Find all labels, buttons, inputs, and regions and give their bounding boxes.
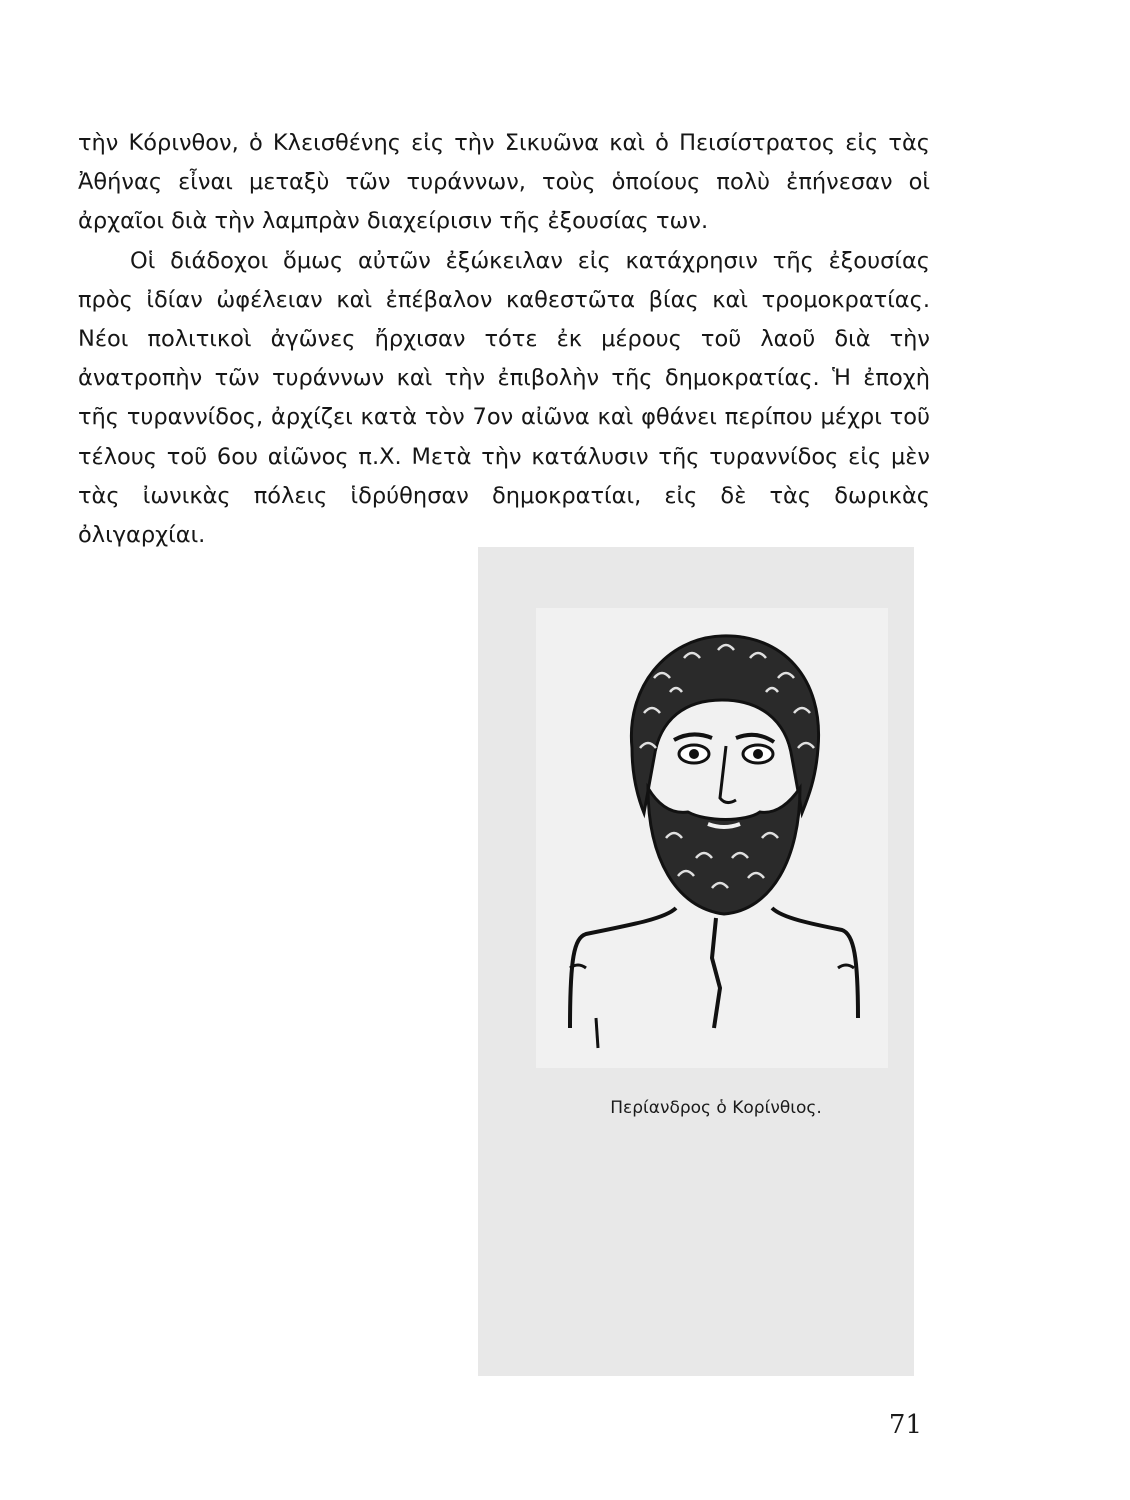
portrait-drawing (536, 608, 888, 1068)
paragraph-2: Οἱ διάδοχοι ὅμως αὐτῶν ἐξώκειλαν εἰς κατάχρησιν τῆς ἐξουσίας πρὸς ἰδίαν ὠφέλειαν καὶ ἐπέβαλον καθεστῶτα βίας καὶ τρομοκρατίας. Νέοι πολιτικοὶ ἀγῶνες ἤρχισαν τότε ἐκ μέρους τοῦ λαοῦ διὰ τὴν ἀνατροπὴν τῶν τυράννων καὶ τὴν ἐπιβολὴν τῆς δημοκρατίας. Ἡ ἐποχὴ τῆς τυραννίδος, ἀρχίζει κατὰ τὸν 7ον αἰῶνα καὶ φθάνει περίπου μέχρι τοῦ τέλους τοῦ 6ου αἰῶνος π.Χ. Μετὰ τὴν κατάλυσιν τῆς τυραννίδος εἰς μὲν τὰς ἰωνικὰς πόλεις ἱδρύθησαν δημοκρατίαι, εἰς δὲ τὰς δωρικὰς ὀλιγαρχίαι. (78, 247, 930, 549)
periander-portrait (536, 608, 888, 1068)
figure-caption: Περίανδρος ὁ Κορίνθιος. (610, 1098, 822, 1118)
body-text (78, 124, 930, 555)
page-number: 71 (888, 1410, 922, 1440)
paragraph-1: τὴν Κόρινθον, ὁ Κλεισθένης εἰς τὴν Σικυῶνα καὶ ὁ Πεισίστρατος εἰς τὰς Ἀθήνας εἶναι μεταξὺ τῶν τυράννων, τοὺς ὁποίους πολὺ ἐπήνεσαν οἱ ἀρχαῖοι διὰ τὴν λαμπρὰν διαχείρισιν τῆς ἐξουσίας των. (78, 130, 930, 235)
